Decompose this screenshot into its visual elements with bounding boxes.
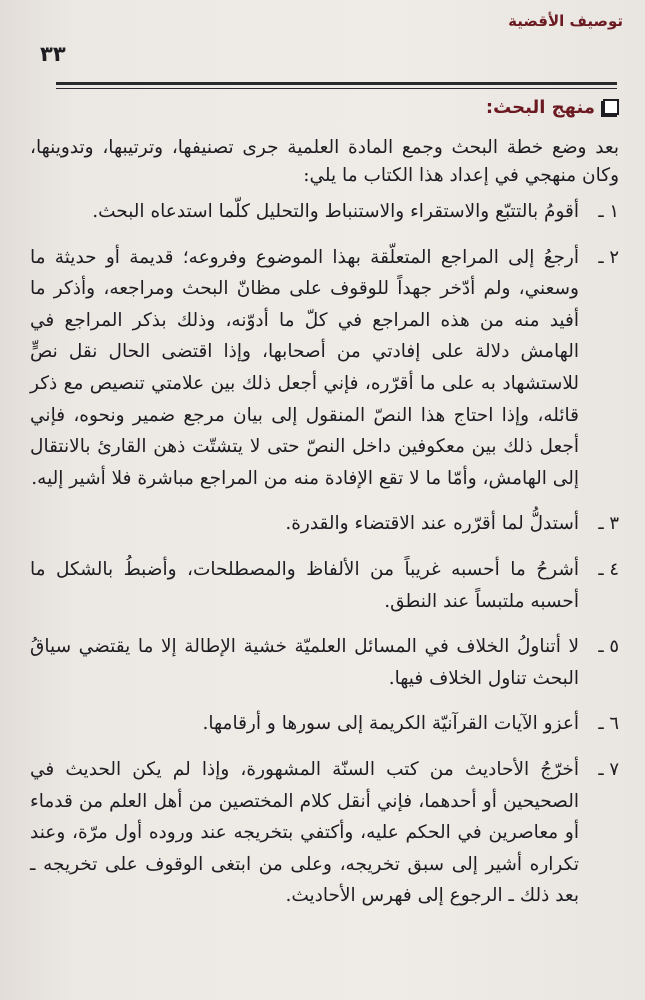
item-number: ٣ ـ: [598, 513, 619, 535]
list-item: [30, 554, 619, 617]
list-item: [30, 196, 619, 228]
section-heading: [30, 84, 619, 126]
item-number: ٤ ـ: [598, 558, 619, 580]
item-number: ٥ ـ: [598, 636, 619, 658]
item-number: ٢ ـ: [598, 246, 619, 268]
item-number: ٦ ـ: [598, 713, 619, 735]
section-heading-text: منهج البحث:: [485, 96, 595, 118]
list-spacer: [30, 228, 619, 242]
list-item: [30, 242, 619, 495]
item-text: أعزو الآيات القرآنيّة الكريمة إلى سورها و أرقامها.: [202, 713, 579, 735]
list-spacer: [30, 740, 619, 754]
intro-paragraph: بعد وضع خطة البحث وجمع المادة العلمية جرى تصنيفها، وترتيبها، وتدوينها، وكان منهجي في إعداد هذا الكتاب ما يلي:: [30, 137, 619, 186]
item-text: أرجعُ إلى المراجع المتعلّقة بهذا الموضوع وفروعه؛ قديمة أو حديثة ما وسعني، ولم أدّخر جهداً للوقوف على مظانّ البحث ومراجعه، وأذكر ما أفيد منه من هذه المراجع في كلّ ما أدوّنه، وذلك بذكر المراجع في الهامش دلالة على إفادتي من أصحابها، وإذا اقتضى الحال نقل نصٍّ للاستشهاد به على ما أقرّره، فإني أجعل ذلك بين علامتي تنصيص مع ذكر قائله، وإذا احتاج هذا النصّ المنقول إلى بيان مرجع ضمير ونحوه، فإني أجعل ذلك بين معكوفين داخل النصّ حتى لا يتشتّت ذهن القارئ بالانتقال إلى الهامش، وأمّا ما لا تقع الإفادة منه من المراجع مباشرة فلا أشير إليه.: [30, 246, 579, 489]
item-text: أقومُ بالتتبّع والاستقراء والاستنباط والتحليل كلّما استدعاه البحث.: [92, 201, 579, 222]
list-item: [30, 508, 619, 540]
item-number: ١ ـ: [598, 201, 619, 222]
list-spacer: [30, 694, 619, 708]
square-bullet-icon: [603, 99, 619, 115]
list-spacer: [30, 540, 619, 554]
methodology-section: [30, 84, 619, 912]
list-item: [30, 708, 619, 740]
item-text: أخرّجُ الأحاديث من كتب السنّة المشهورة، وإذا لم يكن الحديث في الصحيحين أو أحدهما، فإني أنقل كلام المختصين من أهل العلم من قدماء أو معاصرين في الحكم عليه، وأكتفي بتخريجه عند وروده أول مرّة، وعند تكراره أشير إلى سبق تخريجه، وعلى من ابتغى الوقوف على تخريجه ـ بعد ذلك ـ الرجوع إلى فهرس الأحاديث.: [30, 758, 579, 907]
list-item: [30, 631, 619, 694]
list-item: [30, 754, 619, 912]
running-head: [30, 6, 623, 66]
method-list: [30, 196, 619, 912]
list-spacer: [30, 494, 619, 508]
item-text: لا أتناولُ الخلاف في المسائل العلميّة خشية الإطالة إلا ما يقتضي سياقُ البحث تناول الخلاف فيها.: [30, 636, 579, 689]
item-number: ٧ ـ: [598, 758, 619, 780]
book-title: توصيف الأقضية: [508, 12, 623, 30]
item-text: أشرحُ ما أحسبه غريباً من الألفاظ والمصطلحات، وأضبطُ بالشكل ما أحسبه ملتبساً عند النطق.: [30, 558, 579, 612]
page-number: ٣٣: [40, 42, 66, 66]
list-spacer: [30, 617, 619, 631]
item-text: أستدلُّ لما أقرّره عند الاقتضاء والقدرة.: [285, 513, 579, 535]
